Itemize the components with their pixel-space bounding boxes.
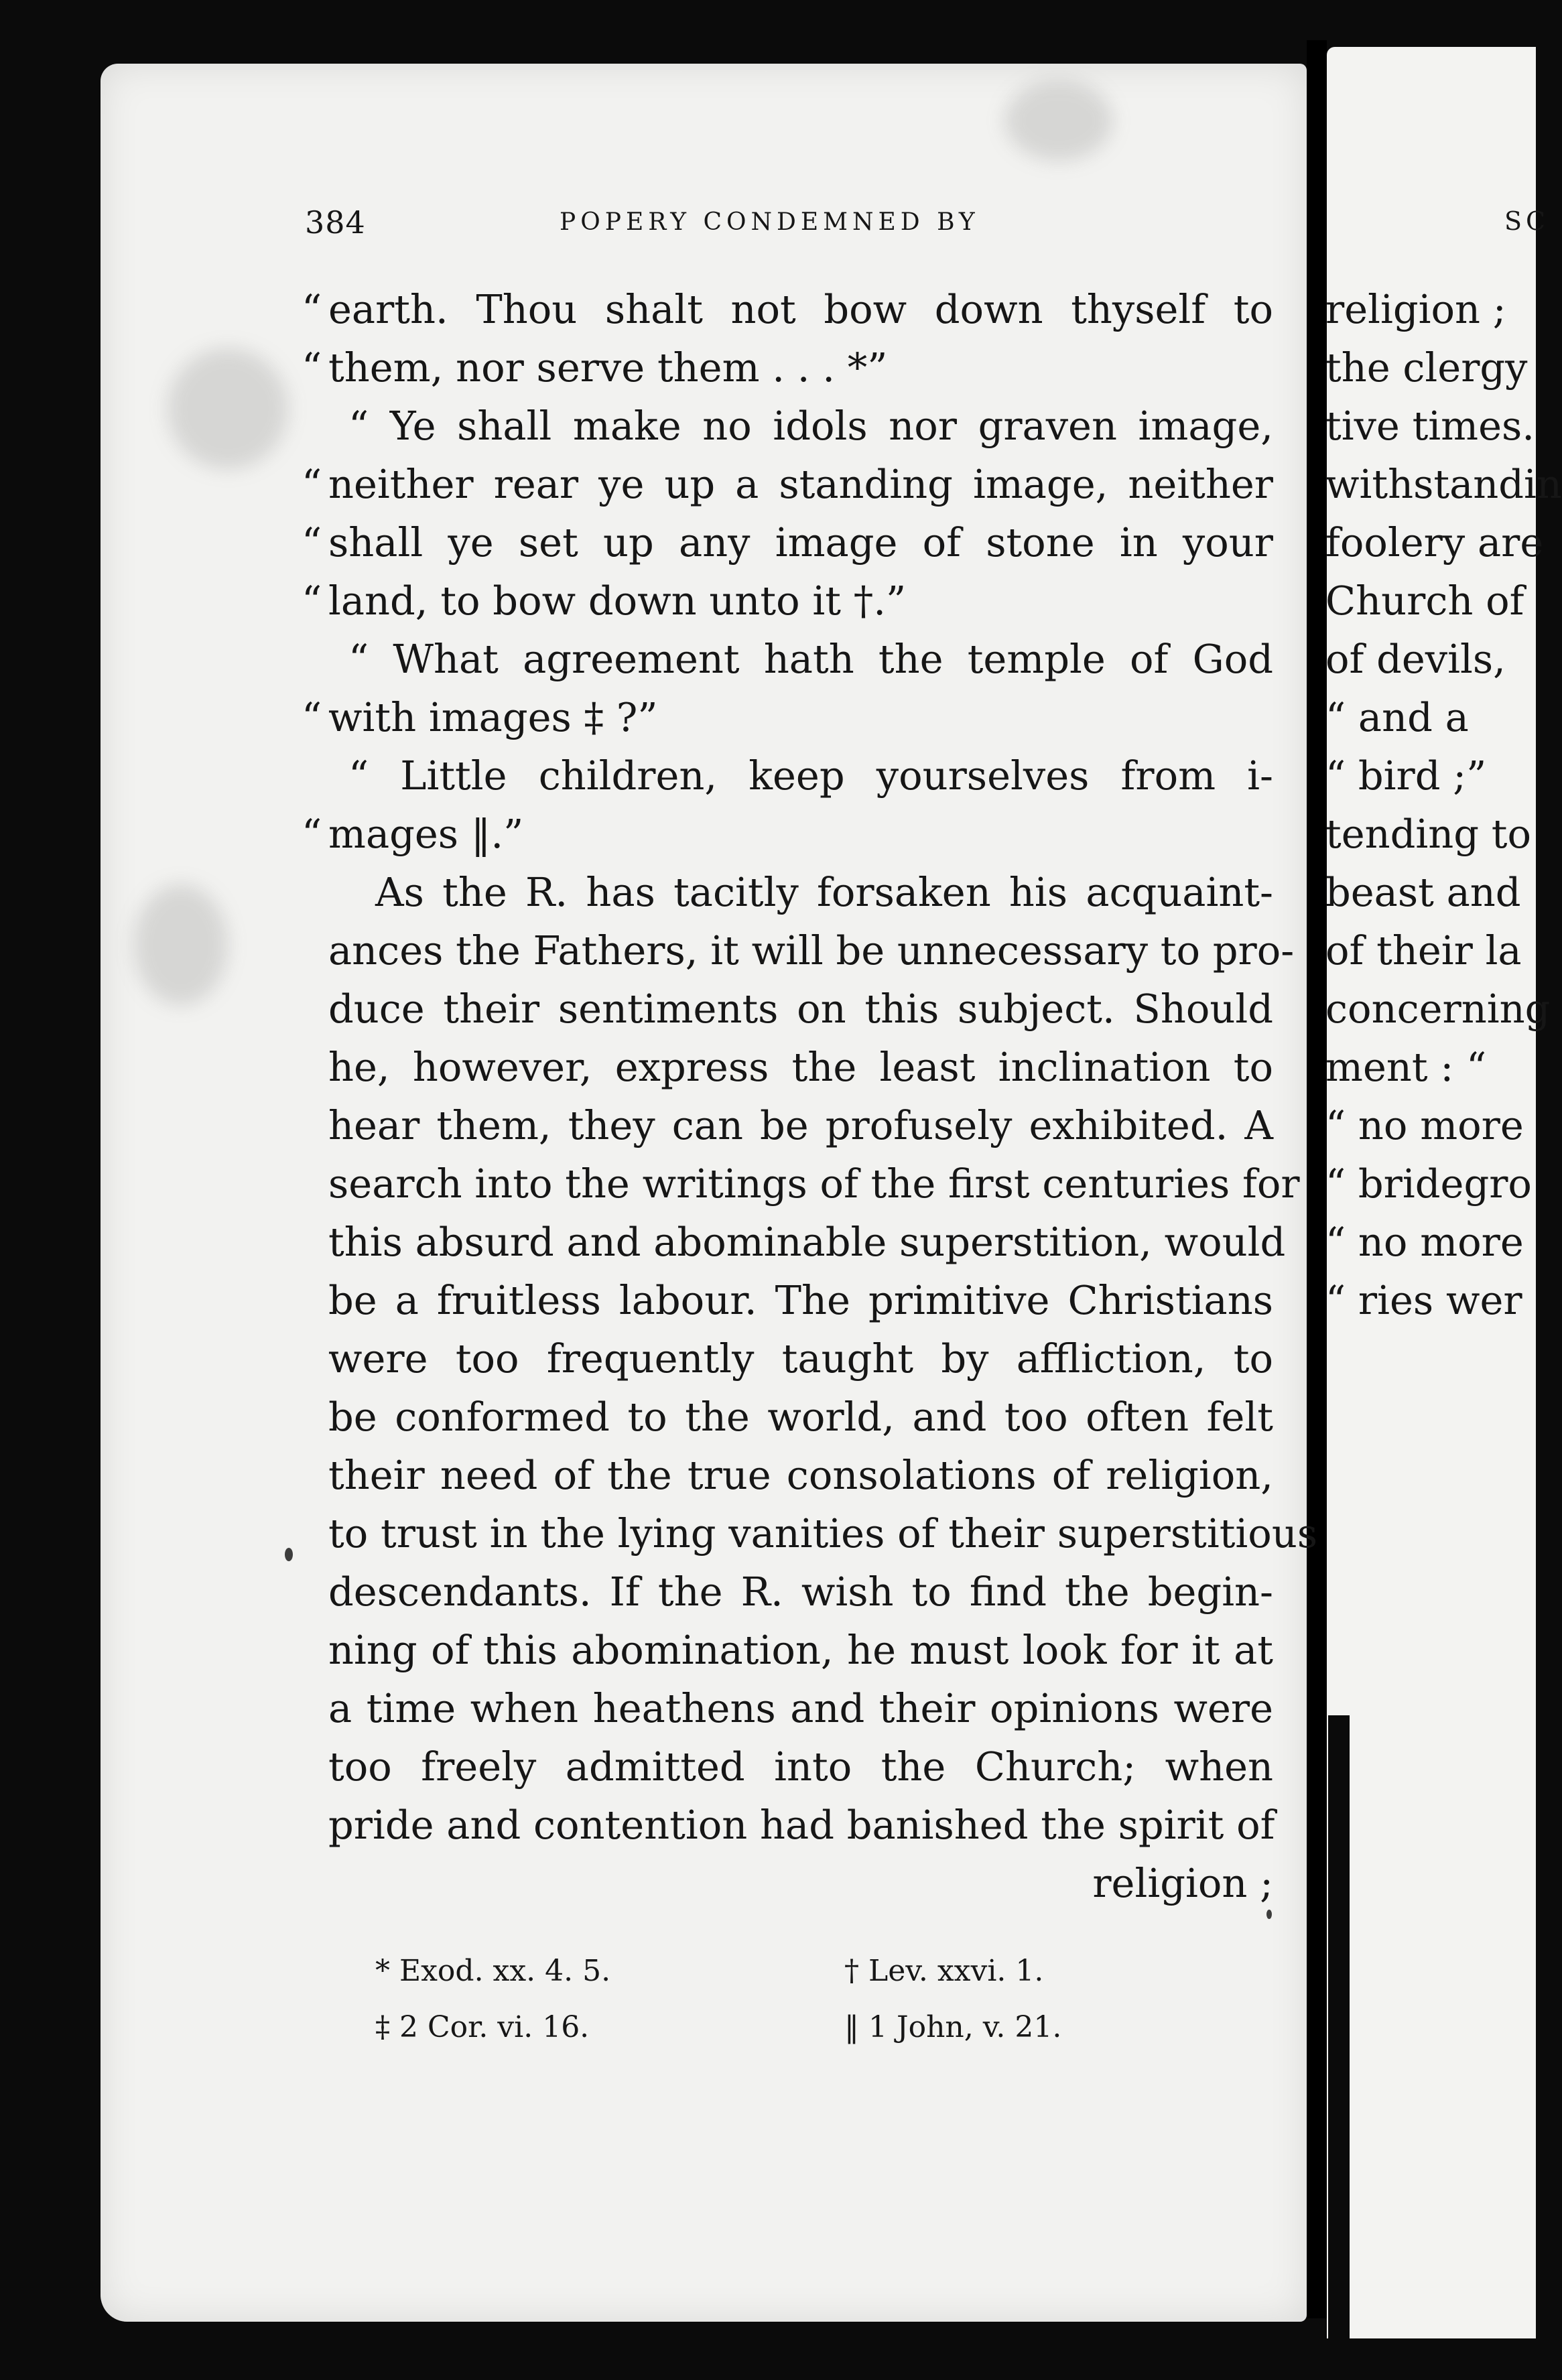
right-text-line: ment : “ (1325, 1044, 1487, 1090)
text-line-content: with images ‡ ?” (328, 694, 658, 740)
right-text-line: tive times. (1325, 403, 1535, 449)
right-text-line: beast and (1325, 869, 1521, 915)
text-line (302, 572, 1273, 630)
text-line-content: a time when heathens and their opinions were (328, 1685, 1273, 1731)
text-line (328, 863, 1273, 921)
foxing-stain (168, 348, 288, 469)
text-line-content: “ What agreement hath the temple of God (348, 636, 1273, 682)
text-line (328, 1271, 1273, 1329)
text-line (328, 1679, 1273, 1737)
page-number: 384 (305, 204, 366, 241)
text-line-content: be conformed to the world, and too often felt (328, 1394, 1273, 1440)
text-line-content: mages ‖.” (328, 811, 524, 857)
text-line (328, 1038, 1273, 1096)
foxing-stain (1005, 80, 1112, 161)
text-line (328, 1388, 1273, 1446)
text-line (328, 1504, 1318, 1563)
text-line (328, 980, 1273, 1038)
ink-speck (285, 1548, 293, 1561)
right-text-line: concerning (1325, 986, 1551, 1032)
right-text-line: “ no more (1325, 1102, 1524, 1148)
text-line (302, 688, 1273, 746)
text-line-content: search into the writings of the first centuries for (328, 1161, 1300, 1207)
right-text-line: tending to (1325, 811, 1532, 857)
body-text (302, 280, 1318, 1912)
footnote: † Lev. xxvi. 1. (844, 1954, 1044, 1988)
right-text-line: of devils, (1325, 636, 1506, 682)
text-line (328, 1213, 1286, 1271)
quote-mark: “ (302, 461, 322, 507)
text-line-content: pride and contention had banished the spirit of (328, 1802, 1275, 1848)
text-line (328, 1154, 1300, 1213)
text-line-content: ning of this abomination, he must look for it at (328, 1627, 1273, 1673)
quote-mark: “ (302, 286, 322, 332)
text-line (302, 338, 1273, 397)
right-text-line: the clergy (1325, 344, 1528, 391)
text-line-content: them, nor serve them . . . *” (328, 344, 888, 391)
text-line (302, 455, 1273, 513)
right-running-title: SC (1504, 206, 1550, 236)
text-line-content: religion ; (1092, 1860, 1273, 1906)
text-line-content: earth. Thou shalt not bow down thyself to (328, 286, 1273, 332)
text-line-content: duce their sentiments on this subject. Should (328, 986, 1273, 1032)
text-line (328, 1621, 1273, 1679)
text-line-content: shall ye set up any image of stone in your (328, 519, 1273, 566)
right-text-line: “ bird ;” (1325, 752, 1487, 799)
text-line-content: too freely admitted into the Church; when (328, 1743, 1273, 1790)
text-line (328, 1446, 1273, 1504)
text-line-content: he, however, express the least inclination to (328, 1044, 1273, 1090)
right-text-line: Church of (1325, 578, 1524, 624)
right-text-line: “ no more (1325, 1219, 1524, 1265)
right-text-line: foolery are (1325, 519, 1544, 566)
text-line (328, 630, 1273, 688)
text-line-content: to trust in the lying vanities of their superstitious (328, 1510, 1318, 1557)
quote-mark: “ (302, 519, 322, 566)
text-line-content: As the R. has tacitly forsaken his acquaint- (375, 869, 1273, 915)
footnote: ‖ 1 John, v. 21. (844, 2010, 1062, 2044)
text-line-content: be a fruitless labour. The primitive Christians (328, 1277, 1273, 1323)
text-line (328, 1563, 1273, 1621)
right-text-line: “ bridegro (1325, 1161, 1532, 1207)
text-line (302, 280, 1273, 338)
text-line-content: “ Little children, keep yourselves from i- (348, 752, 1273, 799)
page-header (305, 204, 1277, 258)
text-line (328, 921, 1295, 980)
foxing-stain (134, 884, 228, 1005)
text-line-content: were too frequently taught by affliction, to (328, 1335, 1273, 1382)
right-text-line: religion ; (1325, 286, 1506, 332)
text-line (328, 1796, 1273, 1854)
text-line-content: neither rear ye up a standing image, neither (328, 461, 1273, 507)
right-text-line: “ and a (1325, 694, 1469, 740)
text-line (328, 1737, 1273, 1796)
quote-mark: “ (302, 344, 322, 391)
text-line (328, 397, 1273, 455)
text-line-content: this absurd and abominable superstition, would (328, 1219, 1286, 1265)
text-line-content: ances the Fathers, it will be unnecessary to pro- (328, 927, 1295, 974)
text-line (328, 1329, 1273, 1388)
text-line (302, 805, 1273, 863)
text-line-content: “ Ye shall make no idols nor graven image, (348, 403, 1273, 449)
text-line (328, 1096, 1273, 1154)
right-text-line: “ ries wer (1325, 1277, 1522, 1323)
right-page-text (1325, 280, 1562, 1329)
right-text-line: of their la (1325, 927, 1522, 974)
text-line-content: land, to bow down unto it †.” (328, 578, 907, 624)
text-line (302, 513, 1273, 572)
text-line-content: descendants. If the R. wish to find the begin- (328, 1569, 1273, 1615)
running-title: POPERY CONDEMNED BY (560, 208, 980, 236)
footnote: ‡ 2 Cor. vi. 16. (375, 2010, 590, 2044)
right-page-shadow (1328, 1715, 1350, 2345)
right-text-line: withstandin (1325, 461, 1562, 507)
quote-mark: “ (302, 578, 322, 624)
text-line-content: hear them, they can be profusely exhibited. A (328, 1102, 1273, 1148)
text-line-content: their need of the true consolations of religion, (328, 1452, 1273, 1498)
quote-mark: “ (302, 811, 322, 857)
book-gutter (1307, 40, 1327, 2318)
footnote: * Exod. xx. 4. 5. (375, 1954, 611, 1988)
quote-mark: “ (302, 694, 322, 740)
text-line (328, 1854, 1273, 1912)
text-line (328, 746, 1273, 805)
